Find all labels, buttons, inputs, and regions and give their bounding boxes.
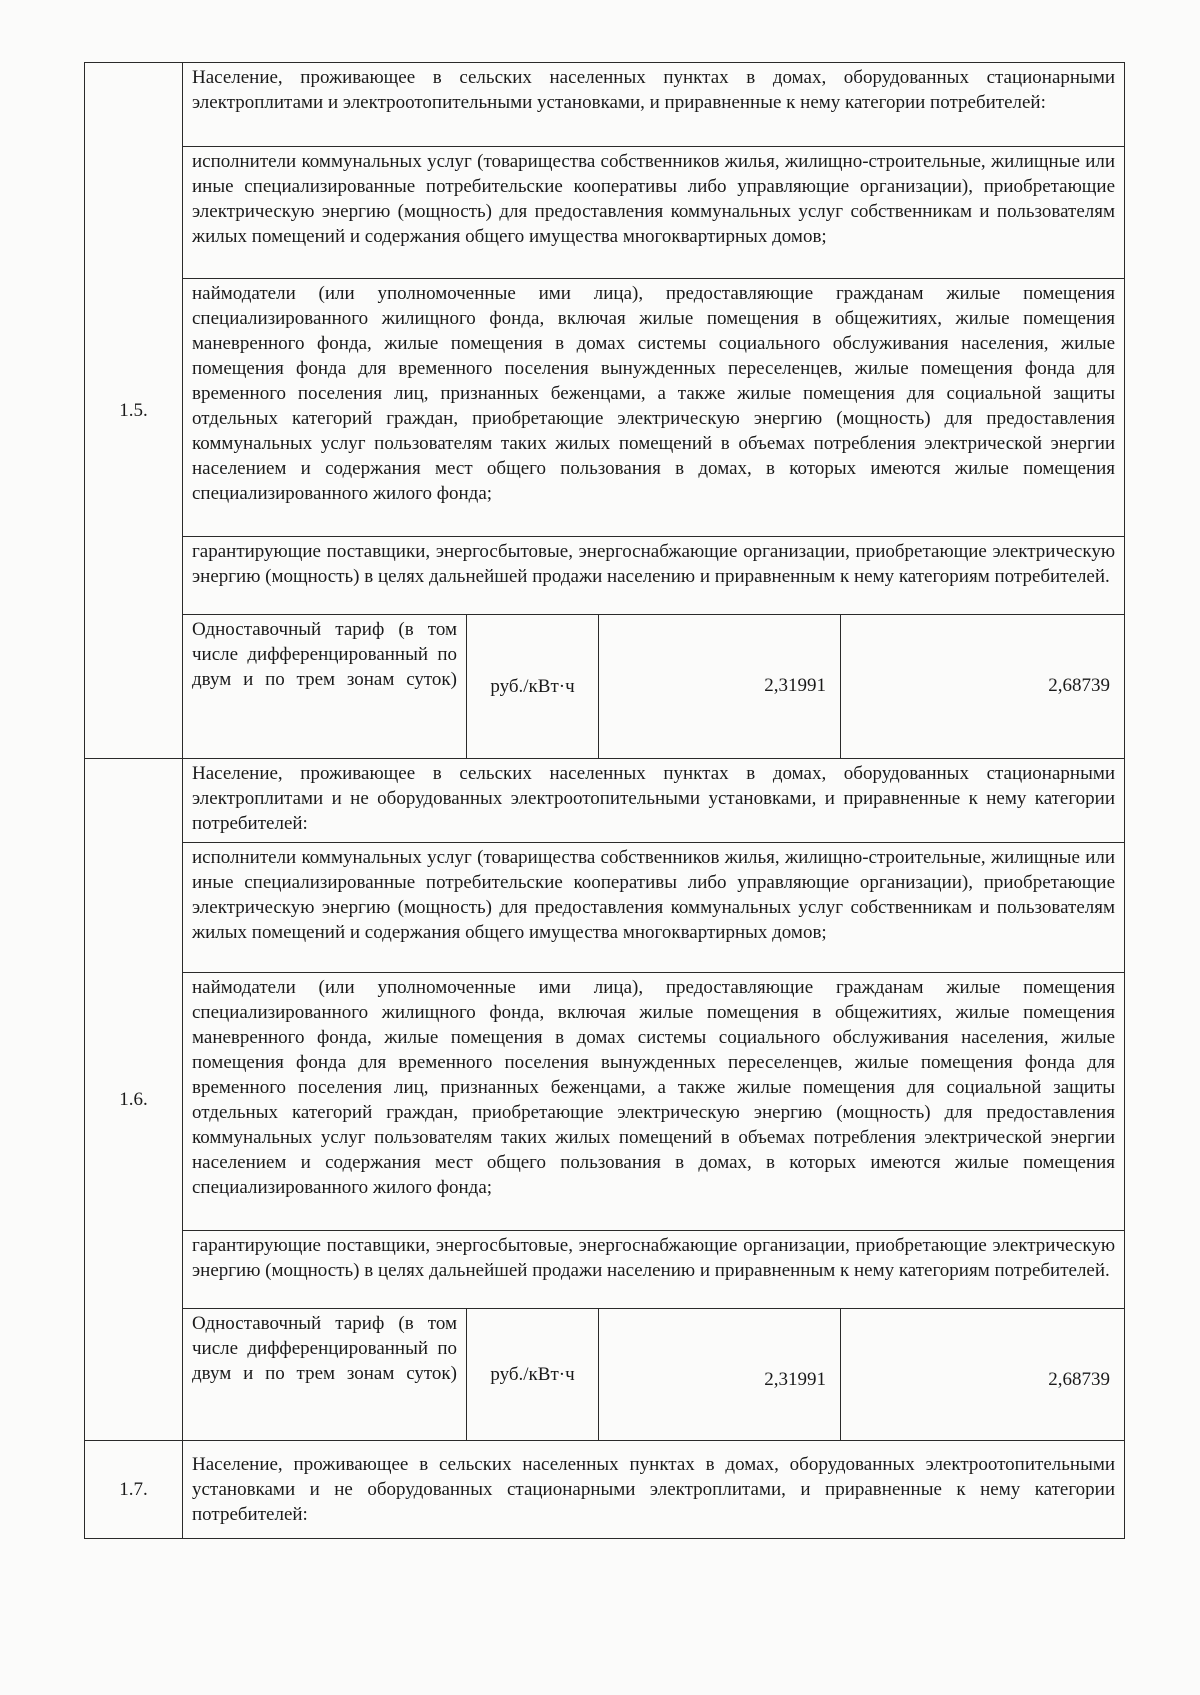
table-row <box>85 1231 1125 1309</box>
row-number: 1.6. <box>85 759 183 1441</box>
table-row <box>85 973 1125 1231</box>
table-row <box>85 537 1125 615</box>
tariff-value-1: 2,31991 <box>599 615 841 759</box>
consumer-category: наймодатели (или уполномоченные ими лица), предоставляющие гражданам жилые помещения специализированного жилищного фонда, включая жилые помещения в общежитиях, жилые помещения маневренного фонда, жилые помещения в домах системы социального обслуживания населения, жилые помещения фонда для временного поселения вынужденных переселенцев, жилые помещения фонда для временного поселения лиц, признанных беженцами, а также жилые помещения для социальной защиты отдельных категорий граждан, приобретающие электрическую энергию (мощность) для предоставления коммунальных услуг пользователям таких жилых помещений в объемах потребления электрической энергии населением и содержания мест общего пользования в домах, в которых имеются жилые помещения специализированного жилого фонда; <box>183 279 1125 537</box>
table-row <box>85 63 1125 147</box>
consumer-category: гарантирующие поставщики, энергосбытовые, энергоснабжающие организации, приобретающие электрическую энергию (мощность) в целях дальнейшей продажи населению и приравненным к нему категориям потребителей. <box>183 1231 1125 1309</box>
section-heading: Население, проживающее в сельских населенных пунктах в домах, оборудованных электроотопительными установками и не оборудованных стационарными электроплитами, и приравненные к нему категории потребителей: <box>183 1441 1125 1539</box>
table-row <box>85 615 1125 759</box>
tariff-unit: руб./кВт·ч <box>467 615 599 759</box>
row-number: 1.5. <box>85 63 183 759</box>
consumer-category: исполнители коммунальных услуг (товарищества собственников жилья, жилищно-строительные, жилищные или иные специализированные потребительские кооперативы либо управляющие организации), приобретающие электрическую энергию (мощность) для предоставления коммунальных услуг собственникам и пользователям жилых помещений и содержания общего имущества многоквартирных домов; <box>183 147 1125 279</box>
tariff-value-2: 2,68739 <box>841 1309 1125 1441</box>
tariff-value-2: 2,68739 <box>841 615 1125 759</box>
table-row <box>85 1441 1125 1539</box>
consumer-category: гарантирующие поставщики, энергосбытовые, энергоснабжающие организации, приобретающие электрическую энергию (мощность) в целях дальнейшей продажи населению и приравненным к нему категориям потребителей. <box>183 537 1125 615</box>
row-number: 1.7. <box>85 1441 183 1539</box>
table-row <box>85 843 1125 973</box>
table-row <box>85 279 1125 537</box>
tariff-name: Одноставочный тариф (в том числе дифференцированный по двум и по трем зонам суток) <box>183 615 467 759</box>
tariff-value-1: 2,31991 <box>599 1309 841 1441</box>
consumer-category: наймодатели (или уполномоченные ими лица), предоставляющие гражданам жилые помещения специализированного жилищного фонда, включая жилые помещения в общежитиях, жилые помещения маневренного фонда, жилые помещения в домах системы социального обслуживания населения, жилые помещения фонда для временного поселения вынужденных переселенцев, жилые помещения фонда для временного поселения лиц, признанных беженцами, а также жилые помещения для социальной защиты отдельных категорий граждан, приобретающие электрическую энергию (мощность) для предоставления коммунальных услуг пользователям таких жилых помещений в объемах потребления электрической энергии населением и содержания мест общего пользования в домах, в которых имеются жилые помещения специализированного жилого фонда; <box>183 973 1125 1231</box>
table-row <box>85 147 1125 279</box>
tariff-name: Одноставочный тариф (в том числе дифференцированный по двум и по трем зонам суток) <box>183 1309 467 1441</box>
section-heading: Население, проживающее в сельских населенных пунктах в домах, оборудованных стационарными электроплитами и не оборудованных электроотопительными установками, и приравненные к нему категории потребителей: <box>183 759 1125 843</box>
section-heading: Население, проживающее в сельских населенных пунктах в домах, оборудованных стационарными электроплитами и электроотопительными установками, и приравненные к нему категории потребителей: <box>183 63 1125 147</box>
table-row <box>85 759 1125 843</box>
tariff-table <box>84 62 1125 1539</box>
tariff-unit: руб./кВт·ч <box>467 1309 599 1441</box>
consumer-category: исполнители коммунальных услуг (товарищества собственников жилья, жилищно-строительные, жилищные или иные специализированные потребительские кооперативы либо управляющие организации), приобретающие электрическую энергию (мощность) для предоставления коммунальных услуг собственникам и пользователям жилых помещений и содержания общего имущества многоквартирных домов; <box>183 843 1125 973</box>
table-row <box>85 1309 1125 1441</box>
